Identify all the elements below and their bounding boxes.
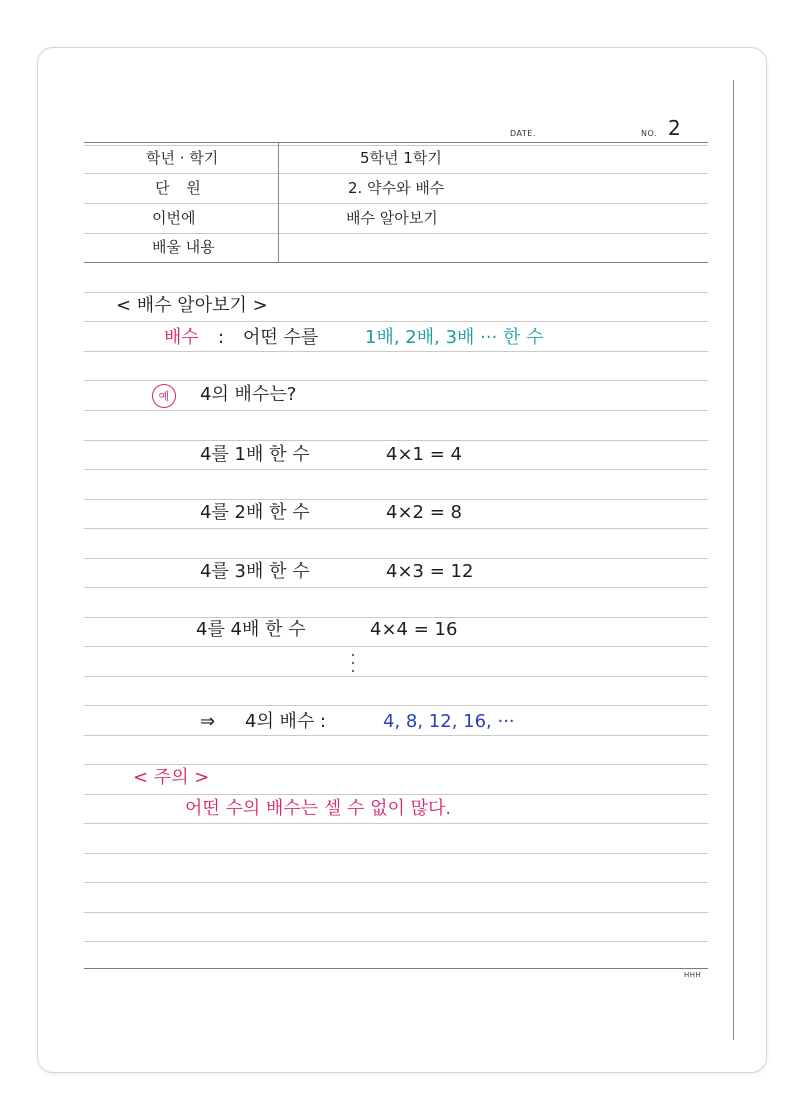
step-left: 4를 2배 한 수 (200, 502, 310, 523)
ruled-line (84, 617, 708, 618)
example-marker: 예 (152, 384, 176, 408)
info-label: 배울 내용 (152, 238, 215, 256)
continuation-dots (352, 654, 355, 678)
ruled-line (84, 380, 708, 381)
info-label: 단 원 (155, 179, 207, 197)
ruled-bottom-line (84, 968, 708, 969)
table-row-line (84, 233, 708, 234)
page-no-label: NO. (641, 129, 657, 138)
ruled-line (84, 912, 708, 913)
step-left: 4를 3배 한 수 (200, 561, 310, 582)
info-label: 학년 · 학기 (146, 149, 219, 167)
ruled-line (84, 321, 708, 322)
ruled-line (84, 882, 708, 883)
ruled-line (84, 676, 708, 677)
definition-colon: : (218, 327, 225, 348)
step-left: 4를 4배 한 수 (196, 619, 306, 640)
table-top-line (84, 142, 708, 143)
caution-title: < 주의 > (133, 767, 210, 788)
definition-term: 배수 (164, 327, 199, 348)
info-value: 2. 약수와 배수 (348, 179, 445, 197)
step-right: 4×2 = 8 (386, 502, 462, 523)
definition-highlight: 1배, 2배, 3배 ··· 한 수 (365, 327, 544, 348)
step-right: 4×1 = 4 (386, 444, 462, 465)
ruled-line (84, 351, 708, 352)
ruled-line (84, 292, 708, 293)
notebook-page (37, 47, 767, 1073)
table-divider (278, 143, 279, 263)
ruled-line (84, 853, 708, 854)
info-value: 5학년 1학기 (360, 149, 442, 167)
ruled-line (84, 499, 708, 500)
table-row-line (84, 203, 708, 204)
ruled-line (84, 794, 708, 795)
caution-text: 어떤 수의 배수는 셀 수 없이 많다. (185, 798, 452, 819)
table-row-line (84, 173, 708, 174)
ruled-line (84, 646, 708, 647)
table-bottom-line (84, 262, 708, 263)
info-value: 배수 알아보기 (346, 209, 438, 227)
info-label: 이번에 (152, 209, 196, 227)
page-right-margin (733, 80, 734, 1040)
ruled-line (84, 705, 708, 706)
section-title: < 배수 알아보기 > (116, 295, 268, 316)
table-row-line (84, 145, 708, 146)
ruled-line (84, 469, 708, 470)
conclusion-values: 4, 8, 12, 16, ··· (383, 711, 515, 732)
date-label: DATE. (510, 129, 536, 138)
step-left: 4를 1배 한 수 (200, 444, 310, 465)
ruled-line (84, 528, 708, 529)
footer-mark: HHH (684, 971, 702, 979)
step-right: 4×4 = 16 (370, 619, 458, 640)
ruled-line (84, 587, 708, 588)
definition-text: 어떤 수를 (243, 327, 319, 348)
ruled-line (84, 440, 708, 441)
conclusion-label: 4의 배수 : (245, 711, 327, 732)
ruled-line (84, 410, 708, 411)
ruled-line (84, 558, 708, 559)
conclusion-arrow: ⇒ (200, 711, 216, 732)
ruled-line (84, 735, 708, 736)
ruled-line (84, 823, 708, 824)
ruled-line (84, 764, 708, 765)
step-right: 4×3 = 12 (386, 561, 474, 582)
page-no-value: 2 (668, 116, 681, 140)
example-question: 4의 배수는? (200, 384, 297, 405)
ruled-line (84, 941, 708, 942)
